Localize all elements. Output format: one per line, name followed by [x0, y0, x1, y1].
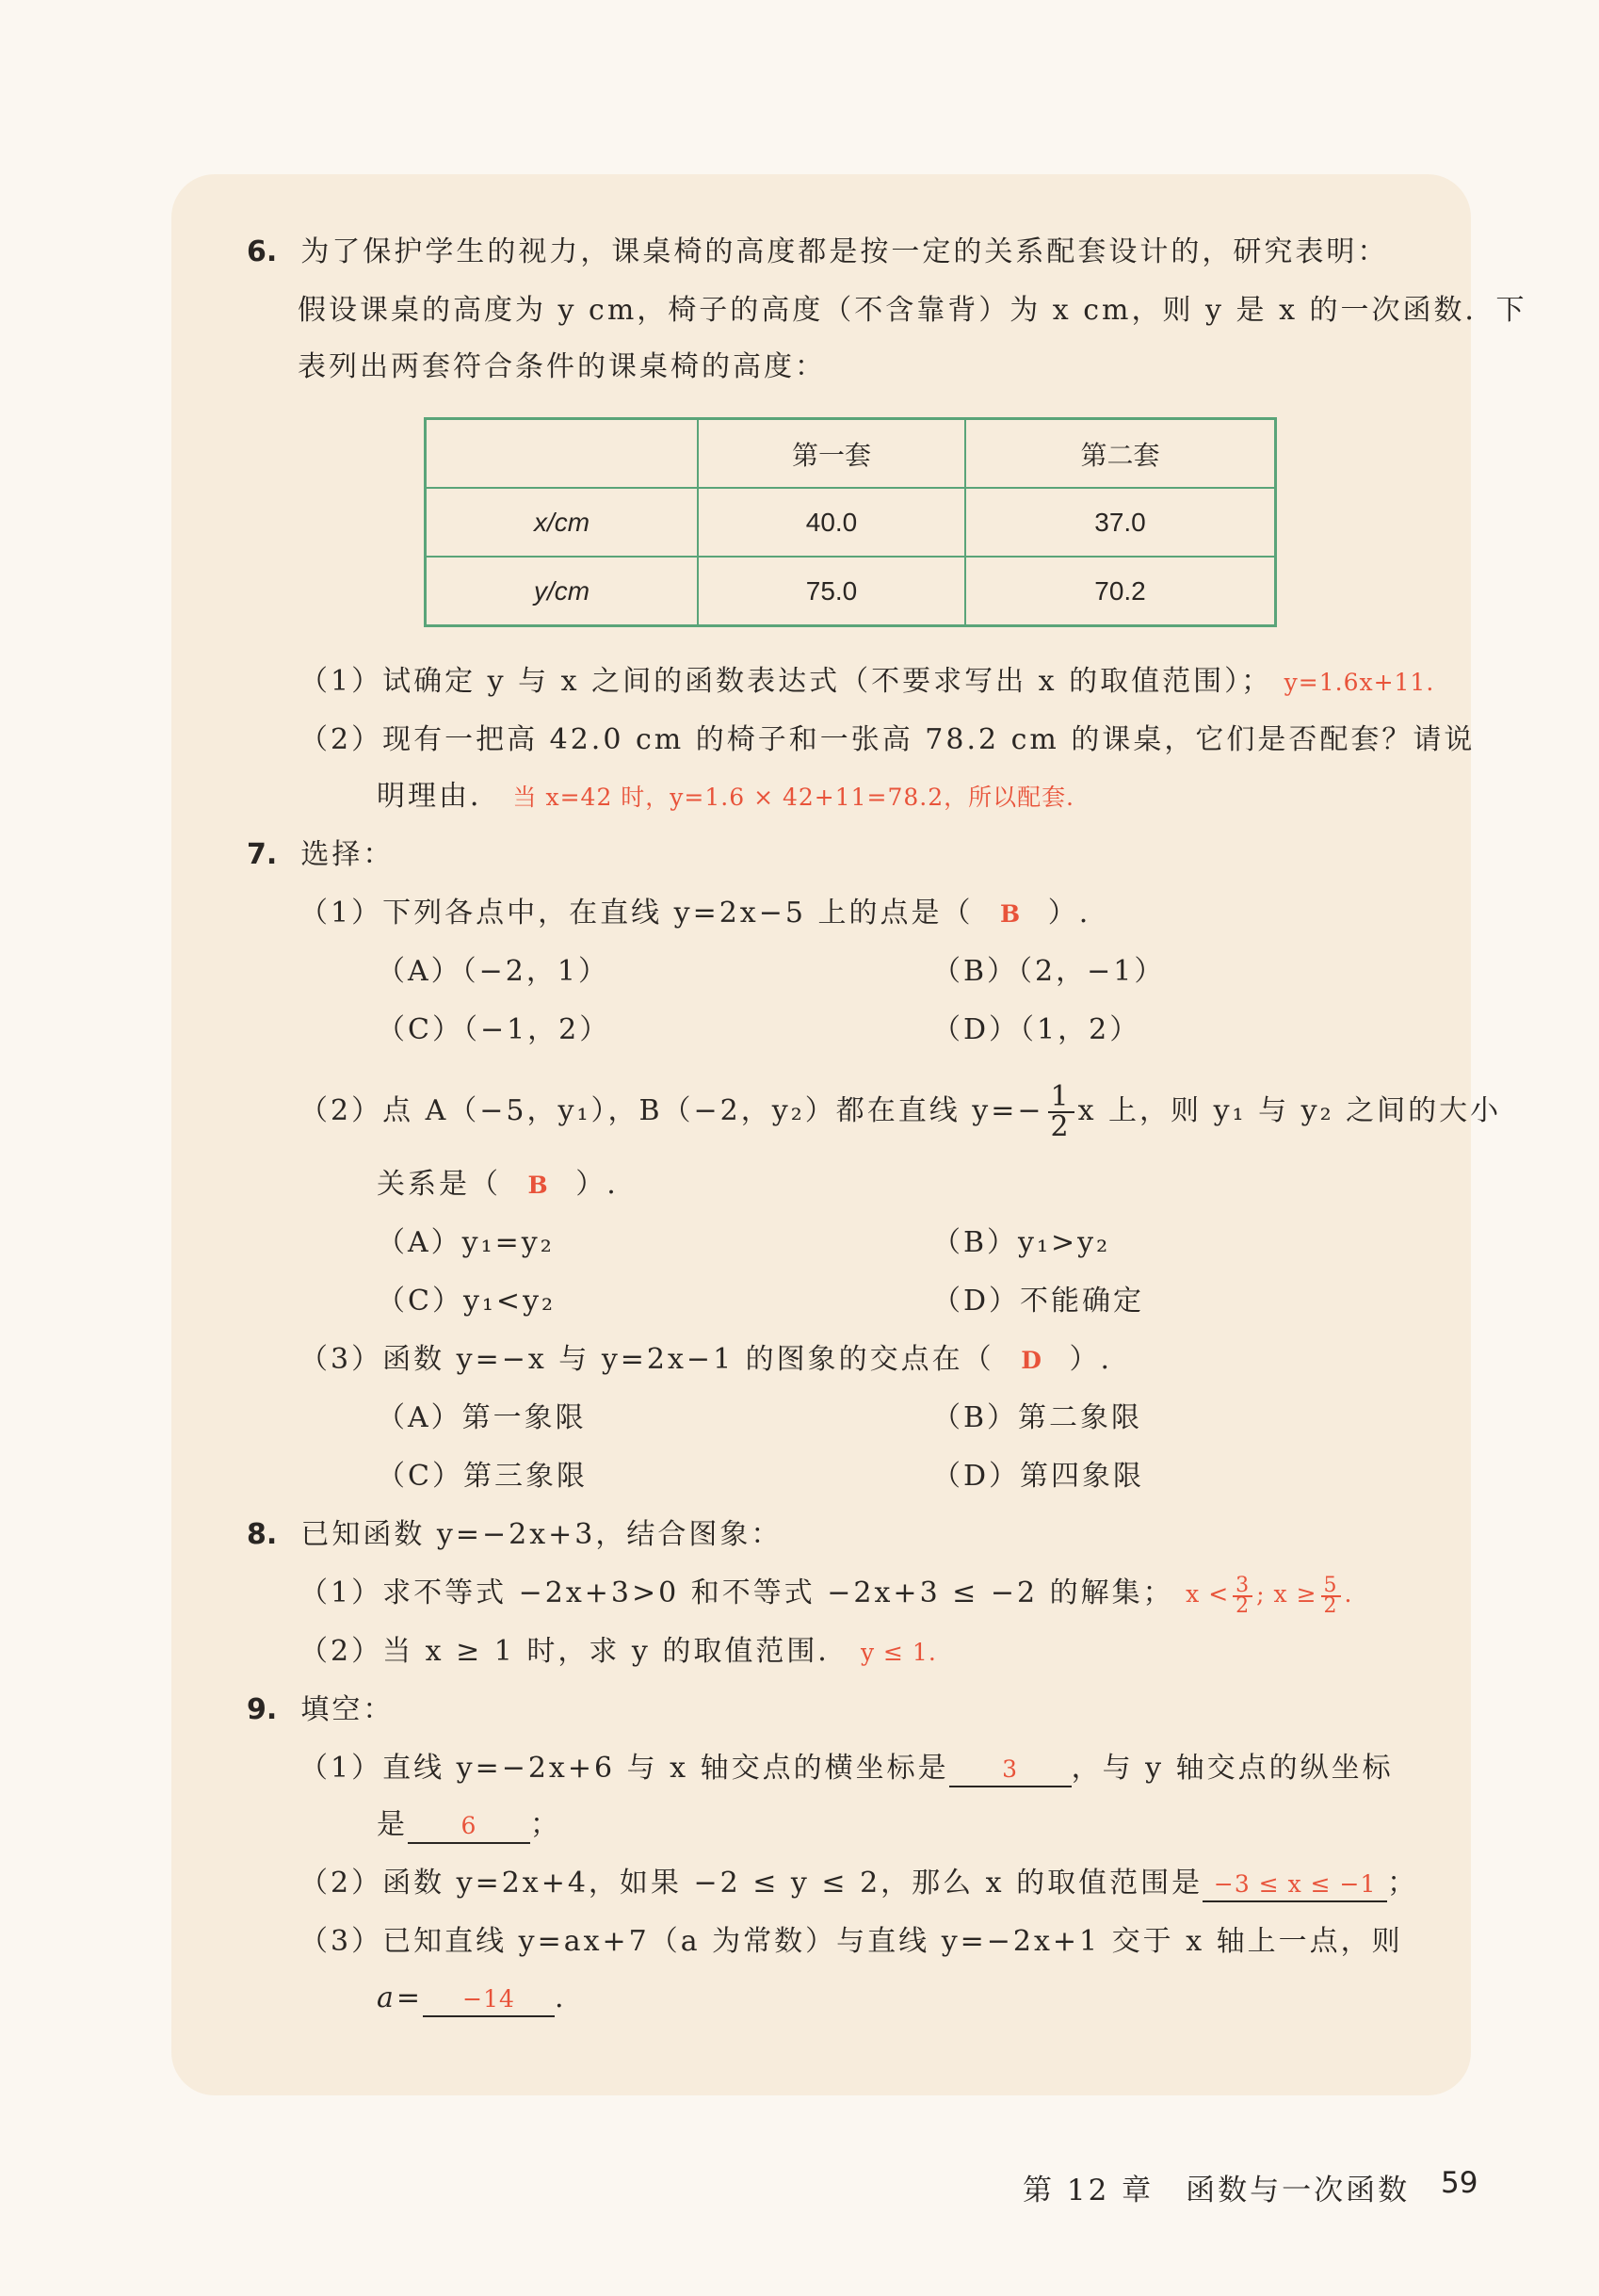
q7-s2-text-b: x 上，则 y₁ 与 y₂ 之间的大小 — [1077, 1094, 1502, 1127]
q7-s3-option-a: （A）第一象限 — [377, 1401, 587, 1434]
q7-s2-option-c: （C）y₁<y₂ — [377, 1285, 557, 1318]
q6-part2-answer: 当 x=42 时，y=1.6 × 42+11=78.2，所以配套． — [512, 784, 1091, 811]
q8-part2-text: （2）当 x ≥ 1 时，求 y 的取值范围． — [299, 1635, 849, 1668]
q8-part2-answer: y ≤ 1. — [860, 1639, 937, 1666]
q7-s2-option-a: （A）y₁=y₂ — [377, 1226, 555, 1259]
q7-s1-option-a: （A）（−2，1） — [377, 955, 609, 988]
fraction-denominator: 2 — [1050, 1110, 1072, 1143]
q7-s3-text: （3）函数 y=−x 与 y=2x−1 的图象的交点在（ — [299, 1343, 994, 1376]
q9-part2-blank: −3 ≤ x ≤ −1 — [1203, 1868, 1387, 1902]
q9-number: 9. — [247, 1693, 278, 1726]
q6-part2-text: 明理由． — [377, 780, 501, 813]
q7-s3-answer: D — [1021, 1347, 1042, 1374]
q9-part3-text-c: . — [555, 1981, 567, 2014]
q9-part1-text-a: （1）直线 y=−2x+6 与 x 轴交点的横坐标是 — [299, 1752, 949, 1785]
q8-part1 — [299, 1575, 1353, 1616]
table-cell: 70.2 — [965, 557, 1276, 626]
q7-title-text: 选择： — [300, 838, 395, 871]
q7-s2-option-d: （D）不能确定 — [932, 1285, 1145, 1318]
q6-text-line2: 假设课桌的高度为 y cm，椅子的高度（不含靠背）为 x cm，则 y 是 x 的一次函数．下 — [298, 294, 1527, 327]
q7-s1-answer: B — [1000, 900, 1022, 928]
q9-part2 — [299, 1865, 1418, 1902]
q9-title — [247, 1691, 394, 1729]
q8-title-text: 已知函数 y=−2x+3，结合图象： — [300, 1518, 783, 1551]
page-number: 59 — [1441, 2166, 1478, 2200]
q8-part1-answer — [1186, 1573, 1353, 1618]
q6-part1-answer: y=1.6x+11. — [1284, 669, 1435, 696]
q7-s3-stem — [299, 1341, 1112, 1380]
table-cell: 37.0 — [965, 488, 1276, 557]
q6-number: 6. — [247, 235, 278, 268]
q7-s3-option-c: （C）第三象限 — [377, 1460, 588, 1493]
table-cell: y/cm — [426, 557, 699, 626]
q7-s2-close: ）. — [575, 1168, 619, 1201]
table-row — [426, 557, 1276, 626]
q7-s2-stem — [299, 1080, 1502, 1143]
q9-part1-text-b: ，与 y 轴交点的纵坐标 — [1071, 1752, 1394, 1785]
q8-ans-ge: ; x ≥ — [1256, 1580, 1317, 1608]
table-header-cell: 第二套 — [965, 419, 1276, 489]
desk-chair-table — [424, 417, 1277, 627]
table-header-cell — [426, 419, 699, 489]
q9-part3-blank: −14 — [423, 1983, 555, 2017]
q7-s1-stem — [299, 895, 1090, 933]
q7-s1-text: （1）下列各点中，在直线 y=2x−5 上的点是（ — [299, 897, 974, 930]
q6-part2-line2 — [377, 778, 1090, 817]
q9-part2-text-a: （2）函数 y=2x+4，如果 −2 ≤ y ≤ 2，那么 x 的取值范围是 — [299, 1867, 1203, 1900]
q7-s3-close: ）. — [1069, 1343, 1113, 1376]
q6-part1 — [299, 663, 1434, 702]
table-header-cell: 第一套 — [698, 419, 965, 489]
q9-part1-line2 — [377, 1806, 561, 1844]
q9-part1-blank1: 3 — [949, 1754, 1072, 1787]
fraction-numerator: 5 — [1321, 1576, 1341, 1597]
q8-part2 — [299, 1633, 937, 1672]
q9-part1-text-d: ； — [530, 1808, 561, 1841]
q8-ans-end: . — [1344, 1580, 1353, 1608]
q9-part3-line1: （3）已知直线 y=ax+7（a 为常数）与直线 y=−2x+1 交于 x 轴上一点，则 — [299, 1925, 1403, 1958]
q7-title — [247, 836, 394, 874]
q7-s2-answer: B — [527, 1172, 549, 1199]
q6-text-line1: 为了保护学生的视力，课桌椅的高度都是按一定的关系配套设计的，研究表明： — [300, 235, 1389, 268]
table-row — [426, 488, 1276, 557]
q9-part3-text-b: a= — [377, 1981, 424, 2014]
fraction-numerator: 3 — [1233, 1576, 1252, 1597]
q8-part1-text: （1）求不等式 −2x+3>0 和不等式 −2x+3 ≤ −2 的解集； — [299, 1576, 1174, 1609]
q7-s3-option-b: （B）第二象限 — [932, 1401, 1143, 1434]
fraction-one-half — [1048, 1080, 1074, 1143]
q6-line1 — [247, 234, 1388, 271]
fraction-denominator: 2 — [1236, 1593, 1251, 1618]
q6-text-line3: 表列出两套符合条件的课桌椅的高度： — [298, 350, 826, 383]
q7-s1-close: ）. — [1047, 897, 1091, 930]
fraction-three-halves — [1233, 1573, 1252, 1618]
fraction-denominator: 2 — [1323, 1593, 1338, 1618]
q6-part1-text: （1）试确定 y 与 x 之间的函数表达式（不要求写出 x 的取值范围）； — [299, 665, 1273, 698]
q8-ans-lt: x < — [1186, 1580, 1230, 1608]
q9-part1-blank2: 6 — [408, 1810, 530, 1844]
chapter-footer: 第 12 章 函数与一次函数 — [1023, 2174, 1411, 2207]
q7-s1-option-b: （B）（2，−1） — [932, 955, 1166, 988]
q6-part2-line1: （2）现有一把高 42.0 cm 的椅子和一张高 78.2 cm 的课桌，它们是否配套？请说 — [299, 723, 1476, 756]
q7-s2-text-c: 关系是（ — [377, 1168, 501, 1201]
q7-s3-option-d: （D）第四象限 — [932, 1460, 1145, 1493]
q9-part3-line2 — [377, 1980, 567, 2017]
table-cell: 75.0 — [698, 557, 965, 626]
q9-part1-text-c: 是 — [377, 1808, 408, 1841]
fraction-numerator: 1 — [1048, 1083, 1074, 1113]
q9-title-text: 填空： — [300, 1693, 395, 1726]
q7-s1-option-c: （C）（−1，2） — [377, 1013, 611, 1046]
table-cell: x/cm — [426, 488, 699, 557]
q8-number: 8. — [247, 1518, 278, 1551]
q7-s2-option-b: （B）y₁>y₂ — [932, 1226, 1111, 1259]
table-cell: 40.0 — [698, 488, 965, 557]
table-header-row — [426, 419, 1276, 489]
q7-s2-text-a: （2）点 A（−5，y₁），B（−2，y₂）都在直线 y=− — [299, 1094, 1044, 1127]
fraction-five-halves — [1321, 1573, 1341, 1618]
q7-s2-stem2 — [377, 1166, 619, 1205]
q7-number: 7. — [247, 838, 278, 871]
q8-title — [247, 1516, 782, 1554]
q9-part2-text-b: ； — [1387, 1867, 1419, 1900]
q7-s1-option-d: （D）（1，2） — [932, 1013, 1141, 1046]
q9-part1-line1 — [299, 1750, 1394, 1787]
